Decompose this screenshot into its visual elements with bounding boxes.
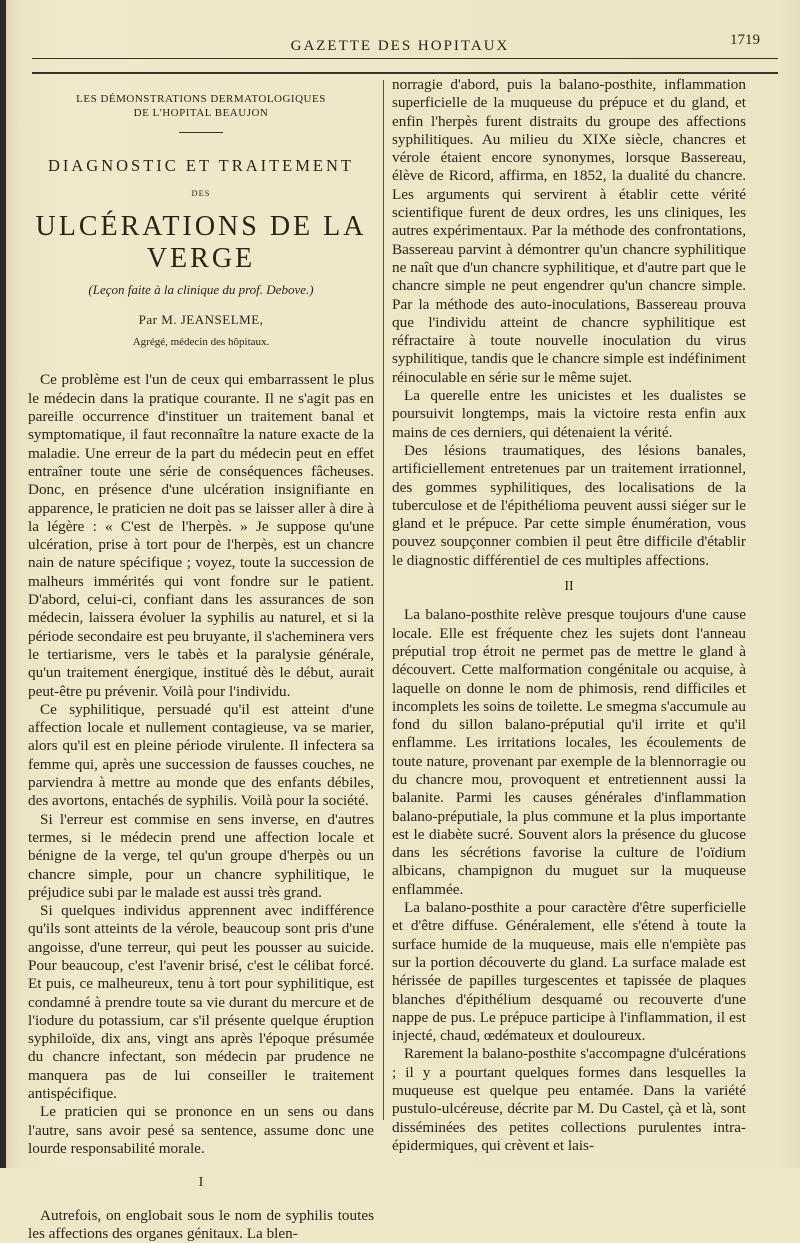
header-double-rule	[32, 72, 778, 74]
paragraph: La balano-posthite a pour caractère d'être superficielle et d'être diffuse. Généralement, elle s'étend à toute la surface humide de la muqueuse, mais elle n'empiète pas sur la portion découverte du gland. La surface malade est hérissée de papilles turgescentes et tapissée de plaques blanches d'épithélium desquamé ou recouverte d'une nappe de pus. Le prépuce participe à l'inflammation, il est injecté, chaud, œdémateux et douloureux.	[392, 899, 746, 1045]
paragraph: Des lésions traumatiques, des lésions banales, artificiellement entretenues par un traitement irrationnel, des gommes syphilitiques, des localisations de la tuberculose et de l'épithélioma peuvent aussi siéger sur le gland et le prépuce. Par cette simple énumération, vous pouvez soupçonner combien il peut être difficile d'établir le diagnostic différentiel de ces multiples affections.	[392, 441, 746, 569]
section-heading: II	[564, 579, 574, 595]
right-column	[392, 76, 746, 1155]
author: Par M. JEANSELME,	[138, 311, 264, 327]
article-title-line1: DIAGNOSTIC ET TRAITEMENT	[47, 156, 355, 175]
column-divider	[383, 80, 384, 1120]
left-column	[28, 82, 374, 1243]
binding-edge	[0, 0, 6, 1168]
article-title-line2: ULCÉRATIONS DE LA VERGE	[35, 210, 367, 274]
article-title-connector: DES	[191, 188, 211, 199]
paragraph: Ce syphilitique, persuadé qu'il est atteint d'une affection locale et nullement contagieuse, va se marier, alors qu'il est en pleine période virulente. Il infectera sa femme qui, après une succession de fausses couches, ne parviendra à mettre au monde que des enfants débiles, des avortons, entachés de syphilis. Voilà pour la société.	[28, 700, 374, 810]
paragraph: Ce problème est l'un de ceux qui embarrassent le plus le médecin dans la pratique courante. Il ne s'agit pas en pareille occurrence d'instituer un traitement banal et symptomatique, il faut reconnaître la nature exacte de la maladie. Une erreur de la part du médecin peut en effet entraîner toute une série de conséquences fâcheuses. Donc, en présence d'une ulcération insignifiante en apparence, le praticien ne doit pas se laisser aller à dire à la légère : « C'est de l'herpès. » Je suppose qu'une ulcération, prise à tort pour de l'herpès, est un chancre nain de nature spécifique ; voyez, toute la succession de malheurs immérités qui vont fondre sur le patient. D'abord, celui-ci, confiant dans les assurances de son médecin, laissera évoluer la syphilis au naturel, et si la période secondaire est peu bruyante, il s'acheminera vers le tertiarisme, vers le tabès et la paralysie générale, qu'un traitement énergique, institué dès le début, aurait peut-être pu prévenir. Voilà pour l'individu.	[28, 371, 374, 700]
page-header	[22, 28, 778, 78]
series-line: DE L'HOPITAL BEAUJON	[133, 107, 269, 119]
paragraph: Si quelques individus apprennent avec indifférence qu'ils sont atteints de la vérole, beaucoup sont pris d'une angoisse, d'une terreur, qui peut les pousser au suicide. Pour beaucoup, c'est l'avenir brisé, c'est le célibat forcé. Et puis, ce malheureux, tenu à tort pour syphilitique, est condamné à prendre toute sa vie durant du mercure et de l'iodure du potassium, car s'il présente quelque éruption syphiloïde, dix ans, vingt ans après l'époque présumée du chancre infectant, son médecin par prudence ne manquera pas de lui conseiller le traitement antispécifique.	[28, 902, 374, 1103]
paragraph: Rarement la balano-posthite s'accompagne d'ulcérations ; il y a pourtant quelques formes dans lesquelles la muqueuse est quelque peu entamée. Dans la variété pustulo-ulcéreuse, décrite par M. Du Castel, çà et là, sont disséminées des petites collections purulentes intra-épidermiques, qui crèvent et lais-	[392, 1045, 746, 1154]
lecture-note: (Leçon faite à la clinique du prof. Debove.)	[88, 281, 314, 297]
title-rule	[179, 132, 223, 133]
section-heading: I	[198, 1175, 204, 1191]
paragraph: Si l'erreur est commise en sens inverse, en d'autres termes, si le médecin prend une affection locale et bénigne de la verge, tel qu'un groupe d'herpès ou un chancre simple, pour un chancre syphilitique, le préjudice subi par le malade est aussi très grand.	[28, 810, 374, 901]
paragraph: Autrefois, on englobait sous le nom de syphilis toutes les affections des organes génitaux. La blen-	[28, 1206, 374, 1242]
page-number: 1719	[730, 32, 760, 48]
running-title: GAZETTE DES HOPITAUX	[290, 38, 510, 54]
paragraph: norragie d'abord, puis la balano-posthite, inflammation superficielle de la muqueuse du prépuce et du gland, et enfin l'herpès furent distraits du groupe des affections syphilitiques. Au milieu du XIXe siècle, chancres et vérole étaient encore synonymes, lorsque Bassereau, élève de Ricord, affirma, en 1852, la dualité du chancre. Les arguments qui servirent à établir cette vérité scientifique furent de deux ordres, les uns cliniques, les autres expérimentaux. Par la méthode des confrontations, Bassereau parvint à démontrer qu'un chancre syphilitique ne naît que d'un chancre syphilitique, et d'autre part que le chancre simple ne peut engendrer qu'un chancre simple. Par la méthode des auto-inoculations, Bassereau prouva que l'individu atteint de chancre syphilitique est réfractaire à toute nouvelle inoculation du virus syphilitique, tandis que le chancre simple est indéfiniment réinoculable en série sur le même sujet.	[392, 76, 746, 386]
series-line: LES DÉMONSTRATIONS DERMATOLOGIQUES	[76, 93, 326, 105]
author-title: Agrégé, médecin des hôpitaux.	[132, 336, 270, 349]
paragraph: La querelle entre les unicistes et les dualistes se poursuivit longtemps, mais la victoire resta enfin aux mains de ces derniers, qui détenaient la vérité.	[392, 387, 746, 441]
article-series	[28, 92, 374, 120]
paragraph: La balano-posthite relève presque toujours d'une cause locale. Elle est fréquente chez les sujets dont l'anneau préputial trop étroit ne permet pas de mettre le gland à découvert. Cette malformation congénitale ou acquise, à laquelle on donne le nom de phimosis, rend difficiles et incomplets les soins de toilette. Le smegma s'accumule au fond du sillon balano-préputial qu'il irrite et qu'il enflamme. Les irritations locales, les écoulements de toute nature, provenant par exemple de la blennorragie ou du chancre mou, provoquent et entretiennent aussi la balanite. Parmi les causes générales d'inflammation balano-préputiale, la plus commune et la plus importante est le diabète sucré. Souvent alors la présence du glucose dans les sécrétions favorise la culture de l'oïdium albicans, champignon du muguet sur la muqueuse enflammée.	[392, 606, 746, 898]
header-rule	[32, 58, 778, 59]
paragraph: Le praticien qui se prononce en un sens ou dans l'autre, sans avoir pesé sa sentence, assume donc une lourde responsabilité morale.	[28, 1103, 374, 1157]
